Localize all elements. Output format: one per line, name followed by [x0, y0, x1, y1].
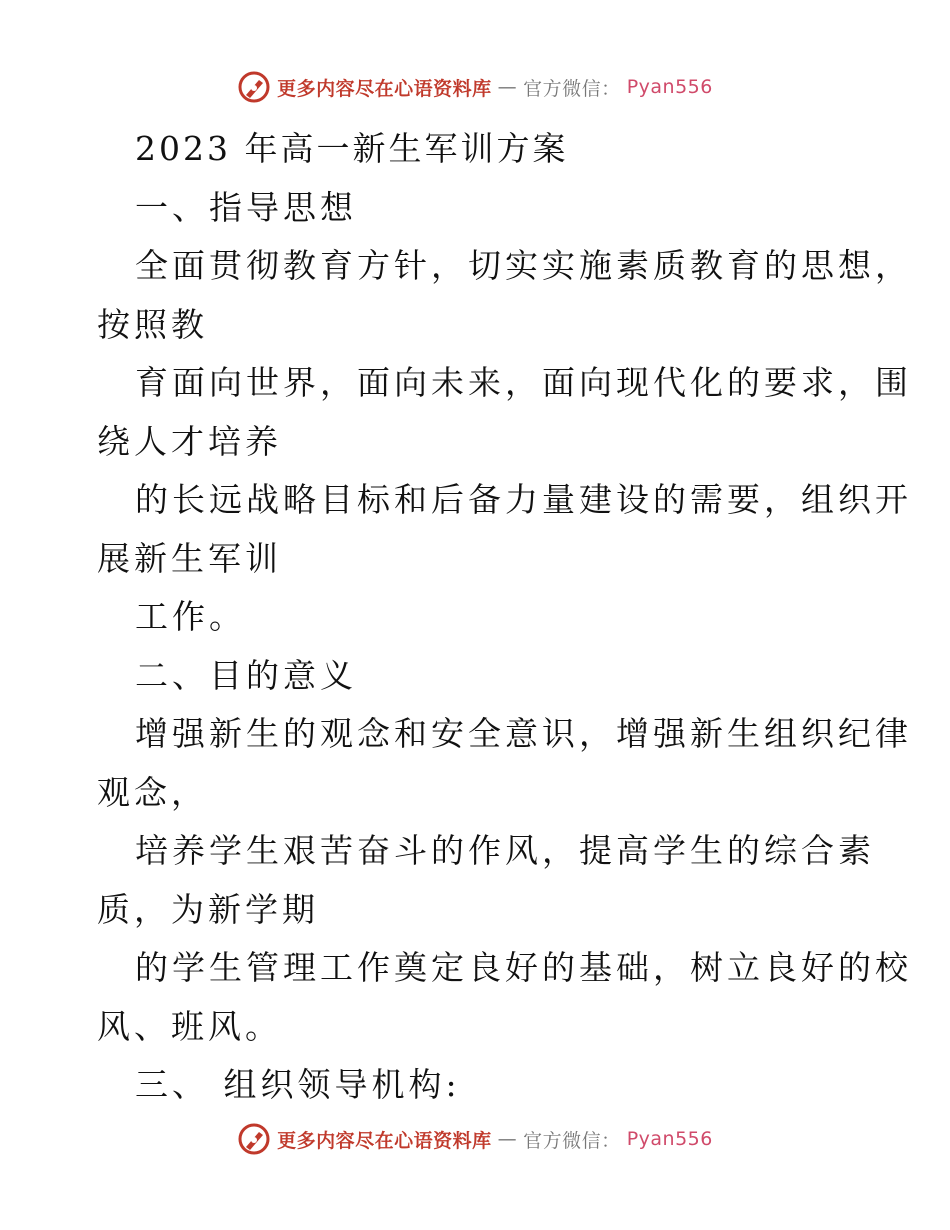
watermark-dash: — — [497, 76, 518, 98]
pen-seal-icon — [237, 70, 271, 104]
section-heading-organization: 三、 组织领导机构: — [135, 1065, 461, 1104]
document-body — [97, 120, 912, 1115]
paragraph-line: 培养学生艰苦奋斗的作风，提高学生的综合素 — [135, 831, 875, 870]
pen-seal-icon — [237, 1122, 271, 1156]
header-watermark — [0, 70, 950, 104]
paragraph-line: 的学生管理工作奠定良好的基础，树立良好的校 — [135, 948, 912, 987]
section-heading-purpose: 二、目的意义 — [135, 655, 357, 695]
watermark-wechat-label: 官方微信： — [523, 1129, 621, 1152]
paragraph-line: 全面贯彻教育方针，切实实施素质教育的思想， — [135, 246, 912, 285]
watermark-wechat-label: 官方微信： — [523, 77, 621, 100]
paragraph-line: 观念， — [97, 772, 208, 812]
section-heading-guiding-ideology: 一、指导思想 — [135, 187, 357, 227]
footer-watermark — [0, 1122, 950, 1156]
paragraph-line: 绕人才培养 — [97, 421, 282, 461]
watermark-wechat-id: Pyan556 — [626, 1128, 713, 1150]
watermark-brand-text: 更多内容尽在心语资料库 — [277, 77, 492, 100]
paragraph-line: 的长远战略目标和后备力量建设的需要，组织开 — [135, 480, 912, 519]
watermark-brand-text: 更多内容尽在心语资料库 — [277, 1129, 492, 1152]
paragraph-line: 展新生军训 — [97, 538, 282, 578]
paragraph-line: 增强新生的观念和安全意识，增强新生组织纪律 — [135, 714, 912, 753]
paragraph-line: 工作。 — [135, 597, 246, 636]
paragraph-line: 按照教 — [97, 304, 208, 344]
paragraph-line: 风、班风。 — [97, 1006, 282, 1046]
watermark-wechat-id: Pyan556 — [626, 76, 713, 98]
watermark-dash: — — [497, 1128, 518, 1150]
paragraph-line: 育面向世界，面向未来，面向现代化的要求，围 — [135, 363, 912, 402]
document-title: 2023 年高一新生军训方案 — [135, 129, 569, 168]
paragraph-line: 质，为新学期 — [97, 889, 319, 929]
